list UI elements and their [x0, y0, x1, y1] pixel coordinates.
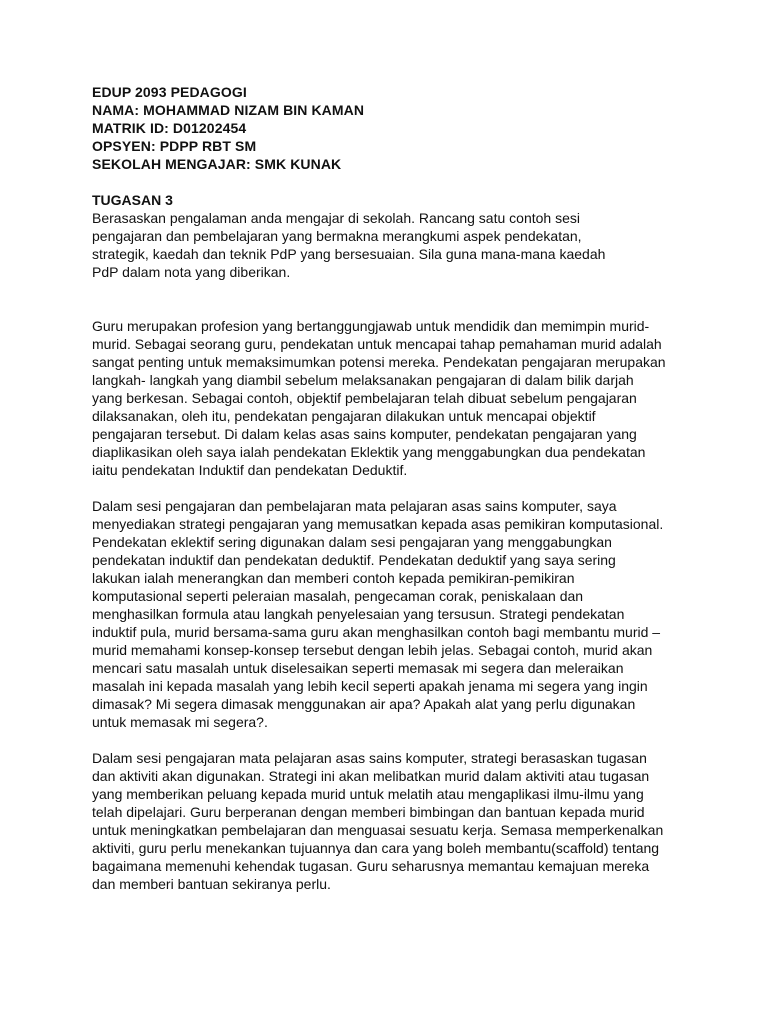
paragraph-line: Guru merupakan profesion yang bertanggungjawab untuk mendidik dan memimpin murid- [92, 318, 650, 334]
paragraph-line: Dalam sesi pengajaran mata pelajaran asas sains komputer, strategi berasaskan tugasan [92, 750, 647, 766]
opsyen: OPSYEN: PDPP RBT SM [92, 138, 257, 154]
paragraph-line: aktiviti, guru perlu menekankan tujuannya dan cara yang boleh membantu(scaffold) tentang [92, 840, 660, 856]
paragraph-line: murid memahami konsep-konsep tersebut dengan lebih jelas. Sebagai contoh, murid akan [92, 642, 653, 658]
matrik-id: MATRIK ID: D01202454 [92, 120, 247, 136]
paragraph-line: iaitu pendekatan Induktif dan pendekatan Deduktif. [92, 462, 408, 478]
paragraph-line: menyediakan strategi pengajaran yang memusatkan kepada asas pemikiran komputasional. [92, 516, 664, 532]
paragraph-line: komputasional seperti peleraian masalah, pengecaman corak, peniskalaan dan [92, 588, 584, 604]
task-title: TUGASAN 3 [92, 192, 173, 208]
task-line: Berasaskan pengalaman anda mengajar di sekolah. Rancang satu contoh sesi [92, 210, 580, 226]
paragraph-line: untuk memasak mi segera?. [92, 714, 268, 730]
paragraph-3 [92, 749, 692, 893]
paragraph-line: yang memberikan peluang kepada murid untuk melatih atau mengaplikasi ilmu-ilmu yang [92, 786, 644, 802]
paragraph-line: murid. Sebagai seorang guru, pendekatan untuk mencapai tahap pemahaman murid adalah [92, 336, 662, 352]
student-header [92, 83, 692, 173]
paragraph-line: bagaimana memenuhi kehendak tugasan. Guru seharusnya memantau kemajuan mereka [92, 858, 650, 874]
paragraph-line: diaplikasikan oleh saya ialah pendekatan Eklektik yang menggabungkan dua pendekatan [92, 444, 646, 460]
paragraph-line: menghasilkan formula atau langkah penyelesaian yang tersusun. Strategi pendekatan [92, 606, 625, 622]
paragraph-line: lakukan ialah menerangkan dan memberi contoh kepada pemikiran-pemikiran [92, 570, 575, 586]
paragraph-1 [92, 317, 692, 479]
paragraph-line: dilaksanakan, oleh itu, pendekatan pengajaran dilakukan untuk mencapai objektif [92, 408, 596, 424]
task-section [92, 191, 692, 281]
paragraph-2 [92, 497, 692, 731]
paragraph-line: Pendekatan eklektif sering digunakan dalam sesi pengajaran yang menggabungkan [92, 534, 612, 550]
paragraph-line: induktif pula, murid bersama-sama guru akan menghasilkan contoh bagi membantu murid – [92, 624, 661, 640]
task-line: pengajaran dan pembelajaran yang bermakna merangkumi aspek pendekatan, [92, 228, 582, 244]
paragraph-line: dan memberi bantuan sekiranya perlu. [92, 876, 331, 892]
student-name: NAMA: MOHAMMAD NIZAM BIN KAMAN [92, 102, 365, 118]
paragraph-line: telah dipelajari. Guru berperanan dengan memberi bimbingan dan bantuan kepada murid [92, 804, 645, 820]
paragraph-line: yang berkesan. Sebagai contoh, objektif pembelajaran telah dibuat sebelum pengajaran [92, 390, 637, 406]
task-line: PdP dalam nota yang diberikan. [92, 264, 291, 280]
paragraph-line: untuk meningkatkan pembelajaran dan menguasai sesuatu kerja. Semasa memperkenalkan [92, 822, 664, 838]
task-question [92, 209, 692, 281]
school: SEKOLAH MENGAJAR: SMK KUNAK [92, 156, 342, 172]
course-code: EDUP 2093 PEDAGOGI [92, 84, 247, 100]
paragraph-line: dimasak? Mi segera dimasak menggunakan air apa? Apakah alat yang perlu digunakan [92, 696, 636, 712]
paragraph-line: sangat penting untuk memaksimumkan potensi mereka. Pendekatan pengajaran merupakan [92, 354, 666, 370]
paragraph-line: dan aktiviti akan digunakan. Strategi ini akan melibatkan murid dalam aktiviti atau tugasan [92, 768, 650, 784]
paragraph-line: pendekatan induktif dan pendekatan deduktif. Pendekatan deduktif yang saya sering [92, 552, 616, 568]
paragraph-line: langkah- langkah yang diambil sebelum melaksanakan pengajaran di dalam bilik darjah [92, 372, 634, 388]
document-content [92, 83, 692, 911]
paragraph-line: masalah ini kepada masalah yang lebih kecil seperti apakah jenama mi segera yang ingin [92, 678, 648, 694]
paragraph-line: Dalam sesi pengajaran dan pembelajaran mata pelajaran asas sains komputer, saya [92, 498, 617, 514]
task-line: strategik, kaedah dan teknik PdP yang bersesuaian. Sila guna mana-mana kaedah [92, 246, 606, 262]
paragraph-line: pengajaran tersebut. Di dalam kelas asas sains komputer, pendekatan pengajaran yang [92, 426, 637, 442]
paragraph-line: mencari satu masalah untuk diselesaikan seperti memasak mi segera dan meleraikan [92, 660, 624, 676]
